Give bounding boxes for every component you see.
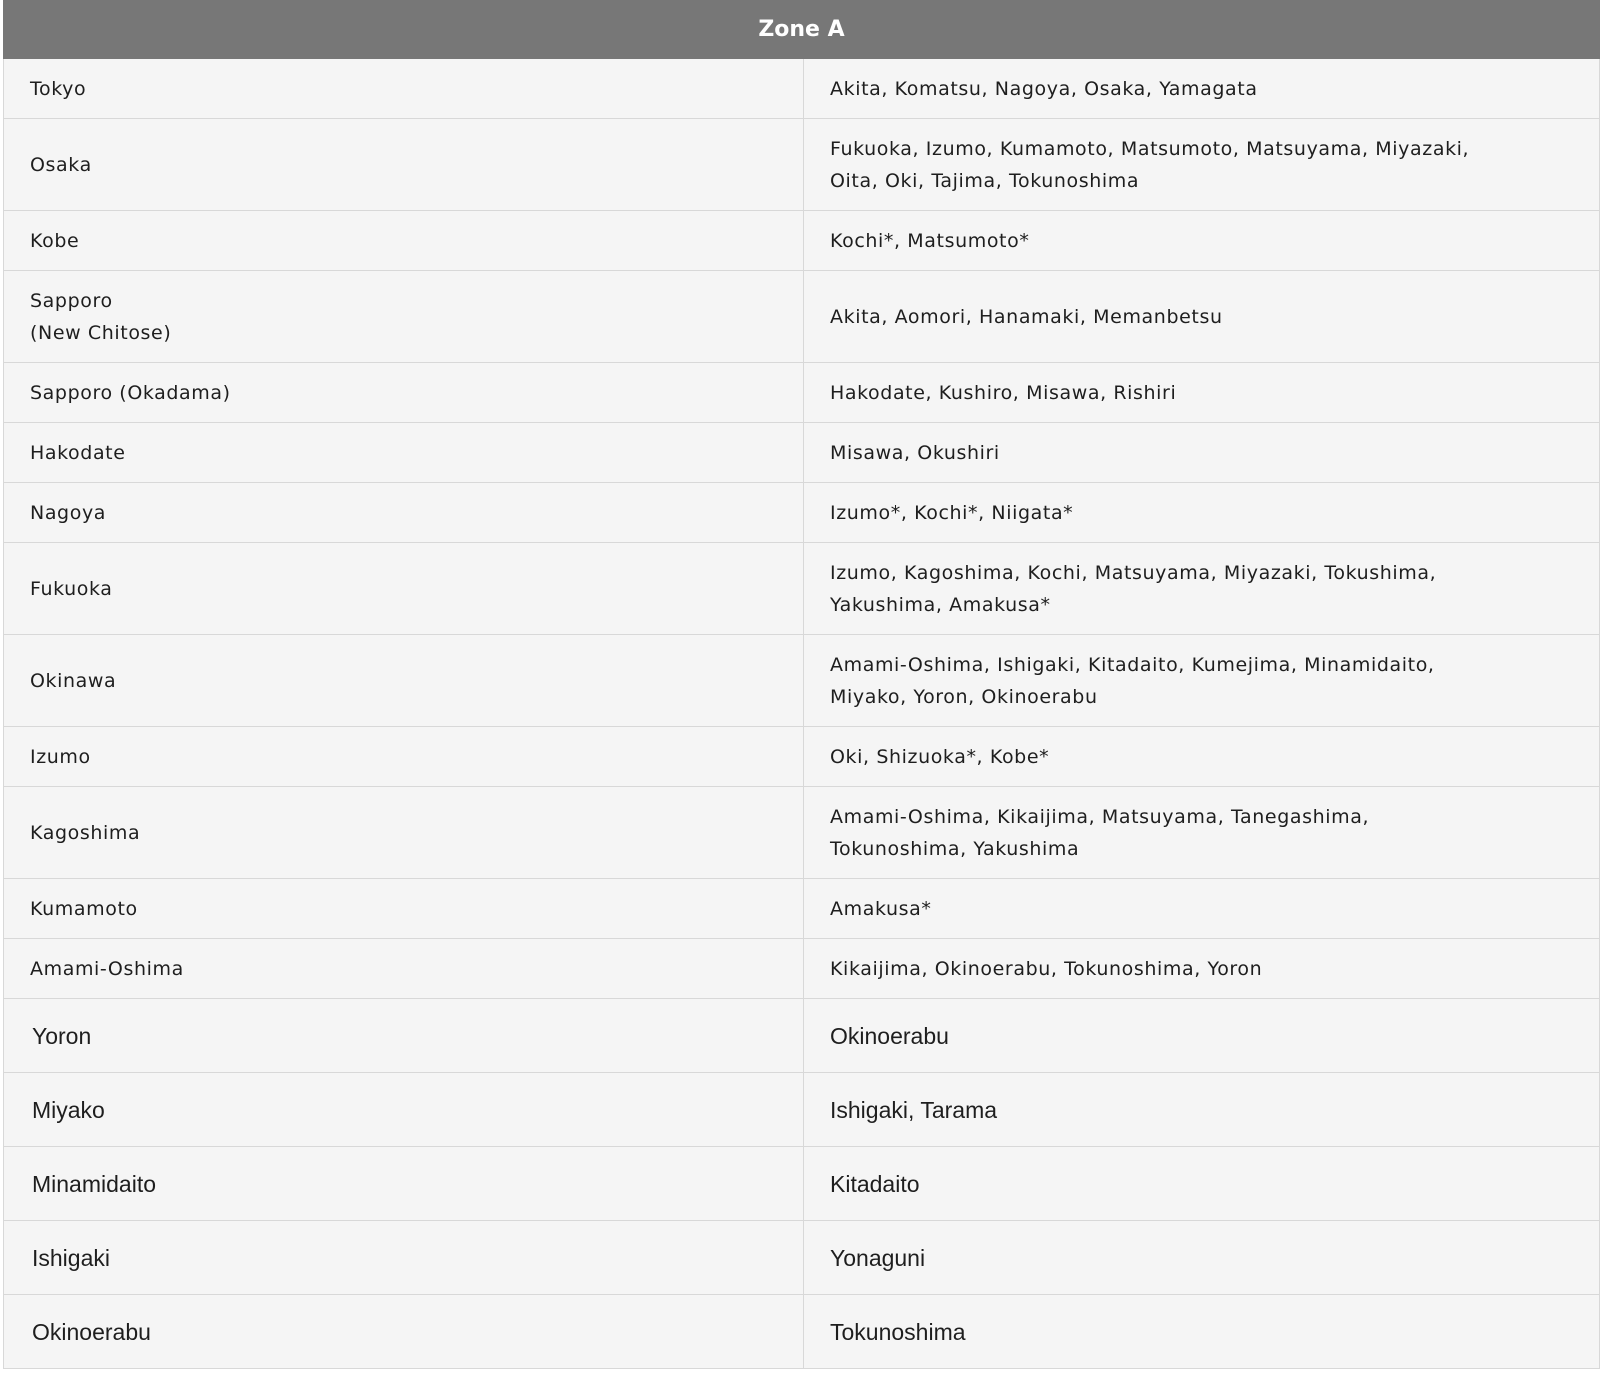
destinations-text: Amakusa* — [830, 897, 932, 920]
origin-text: Okinoerabu — [32, 1318, 151, 1345]
destinations-text: Tokunoshima, Yakushima — [830, 837, 1080, 860]
destinations-text: Kikaijima, Okinoerabu, Tokunoshima, Yoron — [830, 957, 1263, 980]
table-row — [4, 211, 1600, 271]
destinations-text: Hakodate, Kushiro, Misawa, Rishiri — [830, 381, 1177, 404]
destinations-cell — [804, 1221, 1600, 1295]
table-header-row — [4, 1, 1600, 59]
table-row — [4, 787, 1600, 879]
destinations-cell — [804, 59, 1600, 119]
zone-header: Zone A — [4, 1, 1600, 59]
origin-text: Fukuoka — [30, 577, 113, 600]
origin-text: Sapporo (Okadama) — [30, 381, 231, 404]
zone-a-table — [3, 0, 1600, 1369]
destinations-cell — [804, 363, 1600, 423]
origin-text: Miyako — [32, 1096, 105, 1123]
origin-text: Minamidaito — [32, 1170, 156, 1197]
destinations-cell — [804, 727, 1600, 787]
destinations-text: Amami-Oshima, Ishigaki, Kitadaito, Kumejima, Minamidaito, — [830, 653, 1435, 676]
table-row — [4, 1147, 1600, 1221]
destinations-cell — [804, 939, 1600, 999]
origin-cell — [4, 211, 804, 271]
table-row — [4, 727, 1600, 787]
origin-cell — [4, 363, 804, 423]
destinations-cell — [804, 1147, 1600, 1221]
origin-text: Kobe — [30, 229, 80, 252]
table-row — [4, 635, 1600, 727]
destinations-cell — [804, 879, 1600, 939]
destinations-cell — [804, 635, 1600, 727]
destinations-cell — [804, 423, 1600, 483]
destinations-text: Yonaguni — [830, 1244, 926, 1271]
destinations-cell — [804, 1073, 1600, 1147]
origin-cell — [4, 1147, 804, 1221]
origin-text: Kumamoto — [30, 897, 138, 920]
origin-text: Izumo — [30, 745, 91, 768]
destinations-text: Akita, Komatsu, Nagoya, Osaka, Yamagata — [830, 77, 1258, 100]
destinations-text: Oita, Oki, Tajima, Tokunoshima — [830, 169, 1140, 192]
destinations-text: Okinoerabu — [830, 1022, 949, 1049]
destinations-cell — [804, 483, 1600, 543]
origin-cell — [4, 1295, 804, 1369]
origin-text: Sapporo — [30, 289, 113, 312]
origin-text: Yoron — [32, 1022, 92, 1049]
destinations-text: Akita, Aomori, Hanamaki, Memanbetsu — [830, 305, 1223, 328]
destinations-text: Misawa, Okushiri — [830, 441, 1000, 464]
table-row — [4, 483, 1600, 543]
origin-cell — [4, 635, 804, 727]
origin-text: Kagoshima — [30, 821, 141, 844]
origin-cell — [4, 119, 804, 211]
table-row — [4, 1221, 1600, 1295]
origin-cell — [4, 939, 804, 999]
destinations-text: Tokunoshima — [830, 1318, 966, 1345]
table-row — [4, 879, 1600, 939]
destinations-text: Izumo*, Kochi*, Niigata* — [830, 501, 1074, 524]
origin-cell — [4, 787, 804, 879]
destinations-cell — [804, 1295, 1600, 1369]
destinations-text: Fukuoka, Izumo, Kumamoto, Matsumoto, Matsuyama, Miyazaki, — [830, 137, 1470, 160]
origin-cell — [4, 423, 804, 483]
destinations-cell — [804, 211, 1600, 271]
origin-text: Hakodate — [30, 441, 126, 464]
destinations-cell — [804, 787, 1600, 879]
destinations-cell — [804, 271, 1600, 363]
origin-cell — [4, 1221, 804, 1295]
destinations-cell — [804, 119, 1600, 211]
origin-cell — [4, 727, 804, 787]
origin-cell — [4, 999, 804, 1073]
origin-cell — [4, 879, 804, 939]
table-row — [4, 999, 1600, 1073]
origin-cell — [4, 483, 804, 543]
destinations-cell — [804, 999, 1600, 1073]
origin-text: Osaka — [30, 153, 92, 176]
table-row — [4, 423, 1600, 483]
destinations-cell — [804, 543, 1600, 635]
destinations-text: Izumo, Kagoshima, Kochi, Matsuyama, Miyazaki, Tokushima, — [830, 561, 1437, 584]
table-row — [4, 1295, 1600, 1369]
origin-text: Okinawa — [30, 669, 117, 692]
destinations-text: Kitadaito — [830, 1170, 920, 1197]
table-row — [4, 271, 1600, 363]
destinations-text: Yakushima, Amakusa* — [830, 593, 1051, 616]
destinations-text: Ishigaki, Tarama — [830, 1096, 998, 1123]
origin-cell — [4, 543, 804, 635]
destinations-text: Miyako, Yoron, Okinoerabu — [830, 685, 1098, 708]
table-row — [4, 939, 1600, 999]
origin-text: Tokyo — [30, 77, 87, 100]
destinations-text: Oki, Shizuoka*, Kobe* — [830, 745, 1050, 768]
origin-cell — [4, 1073, 804, 1147]
destinations-text: Kochi*, Matsumoto* — [830, 229, 1030, 252]
table-row — [4, 1073, 1600, 1147]
table-row — [4, 543, 1600, 635]
origin-text: Amami-Oshima — [30, 957, 184, 980]
origin-cell — [4, 271, 804, 363]
table-row — [4, 59, 1600, 119]
origin-text: Ishigaki — [32, 1244, 110, 1271]
origin-cell — [4, 59, 804, 119]
table-row — [4, 119, 1600, 211]
destinations-text: Amami-Oshima, Kikaijima, Matsuyama, Tanegashima, — [830, 805, 1370, 828]
origin-text: Nagoya — [30, 501, 107, 524]
table-row — [4, 363, 1600, 423]
origin-text: (New Chitose) — [30, 321, 172, 344]
